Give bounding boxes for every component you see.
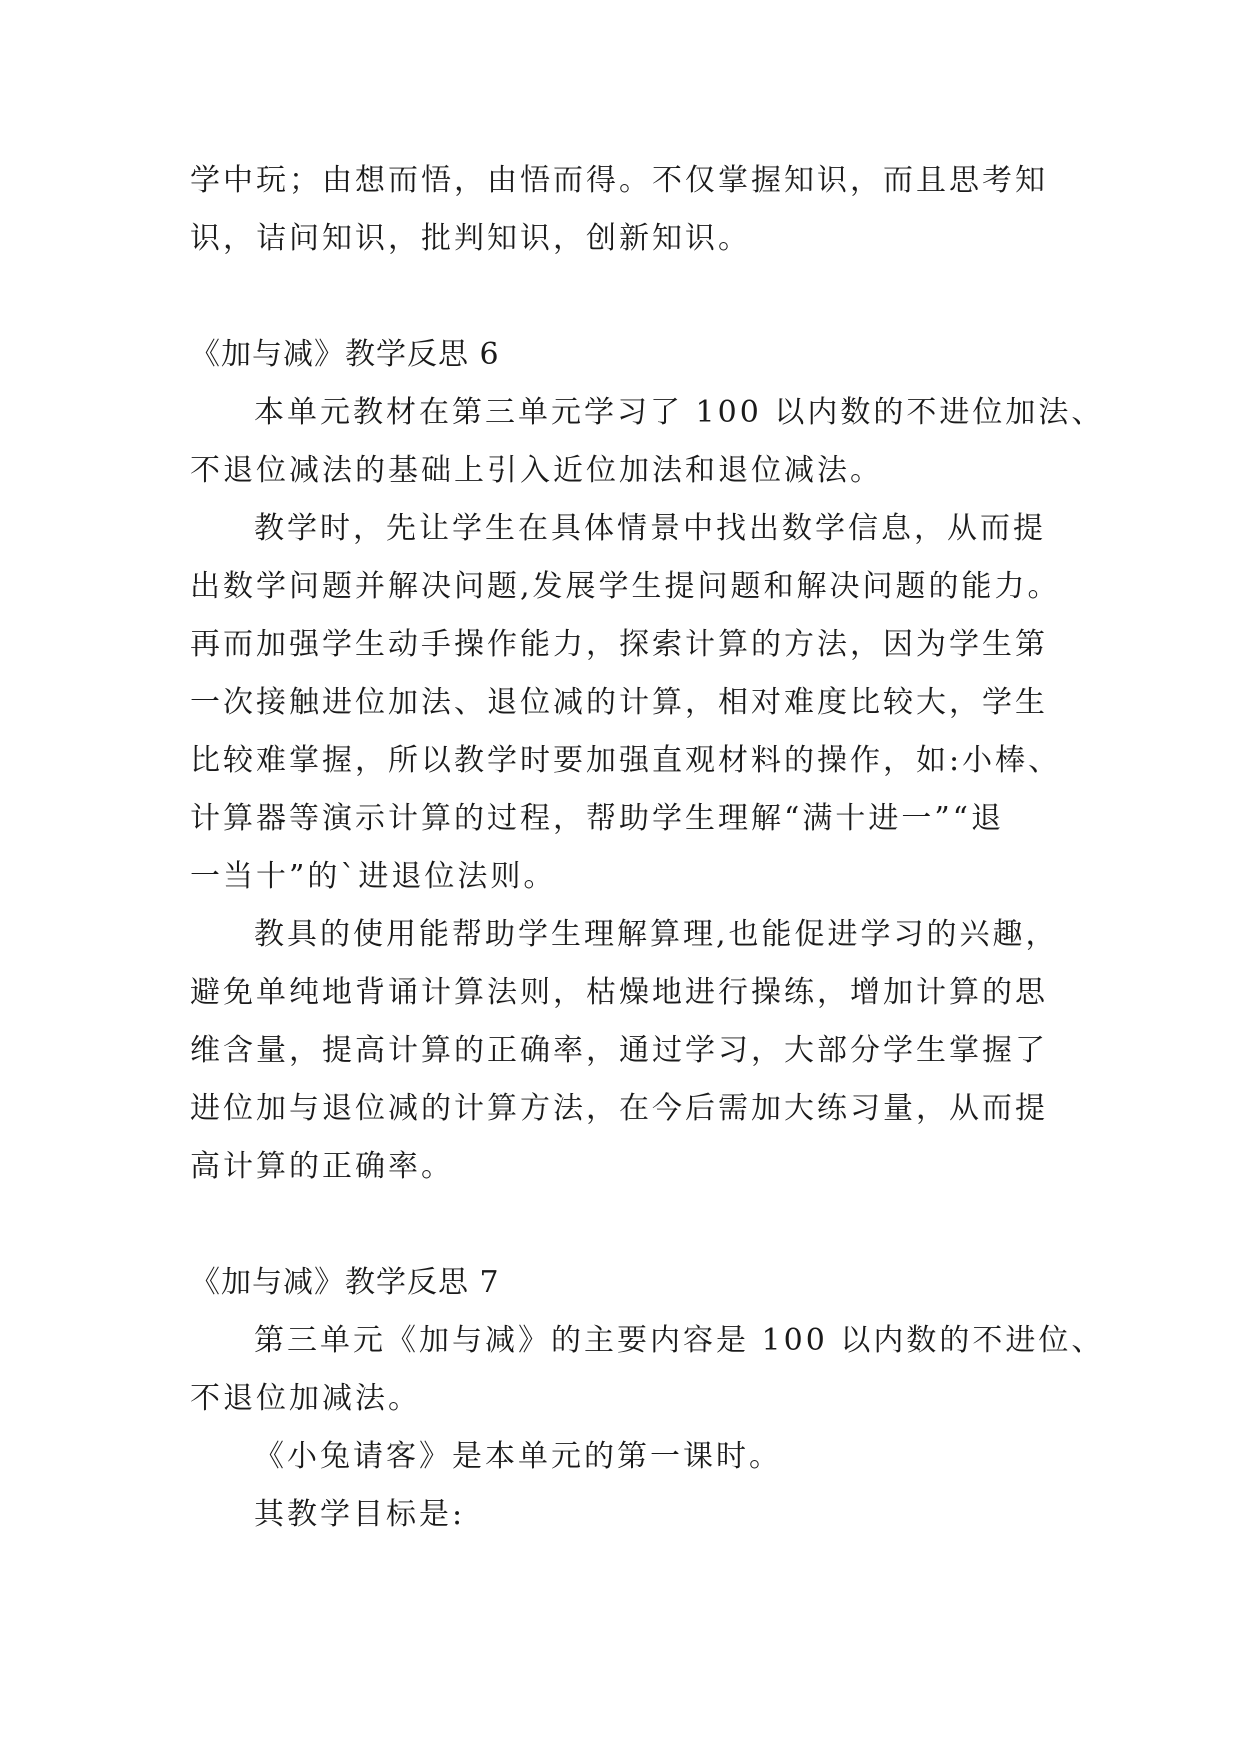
text-line: 《小兔请客》是本单元的第一课时。: [254, 1439, 782, 1474]
document-body: [190, 152, 1105, 1544]
text-line: 高计算的正确率。: [190, 1149, 454, 1184]
text-line: 其教学目标是:: [254, 1497, 466, 1532]
section-title: 《加与减》教学反思 6: [190, 337, 500, 372]
text-line: 出数学问题并解决问题,发展学生提问题和解决问题的能力。: [190, 569, 1061, 604]
text-line: 进位加与退位减的计算方法，在今后需加大练习量，从而提: [190, 1091, 1048, 1126]
text-line: 维含量，提高计算的正确率，通过学习，大部分学生掌握了: [190, 1033, 1048, 1068]
section-gap: [190, 268, 1060, 326]
text-line: 避免单纯地背诵计算法则，枯燥地进行操练，增加计算的思: [190, 975, 1048, 1010]
section-title: 《加与减》教学反思 7: [190, 1265, 500, 1300]
text-line: 教具的使用能帮助学生理解算理,也能促进学习的兴趣，: [254, 917, 1059, 952]
text-line: 一当十”的`进退位法则。: [190, 859, 557, 894]
text-line: 学中玩；由想而悟，由悟而得。不仅掌握知识，而且思考知: [190, 163, 1048, 198]
text-line: 不退位减法的基础上引入近位加法和退位减法。: [190, 453, 883, 488]
text-line: 一次接触进位加法、退位减的计算，相对难度比较大，学生: [190, 685, 1048, 720]
text-line: 本单元教材在第三单元学习了 100 以内数的不进位加法、: [254, 395, 1105, 430]
text-line: 不退位加减法。: [190, 1381, 421, 1416]
text-line: 比较难掌握，所以教学时要加强直观材料的操作，如:小棒、: [190, 743, 1062, 778]
text-line: 再而加强学生动手操作能力，探索计算的方法，因为学生第: [190, 627, 1048, 662]
text-line: 教学时，先让学生在具体情景中找出数学信息，从而提: [254, 511, 1046, 546]
text-line: 计算器等演示计算的过程，帮助学生理解“满十进一”“退: [190, 801, 1005, 836]
section-gap: [190, 1196, 1060, 1254]
text-line: 第三单元《加与减》的主要内容是 100 以内数的不进位、: [254, 1323, 1105, 1358]
text-line: 识，诘问知识，批判知识，创新知识。: [190, 221, 751, 256]
